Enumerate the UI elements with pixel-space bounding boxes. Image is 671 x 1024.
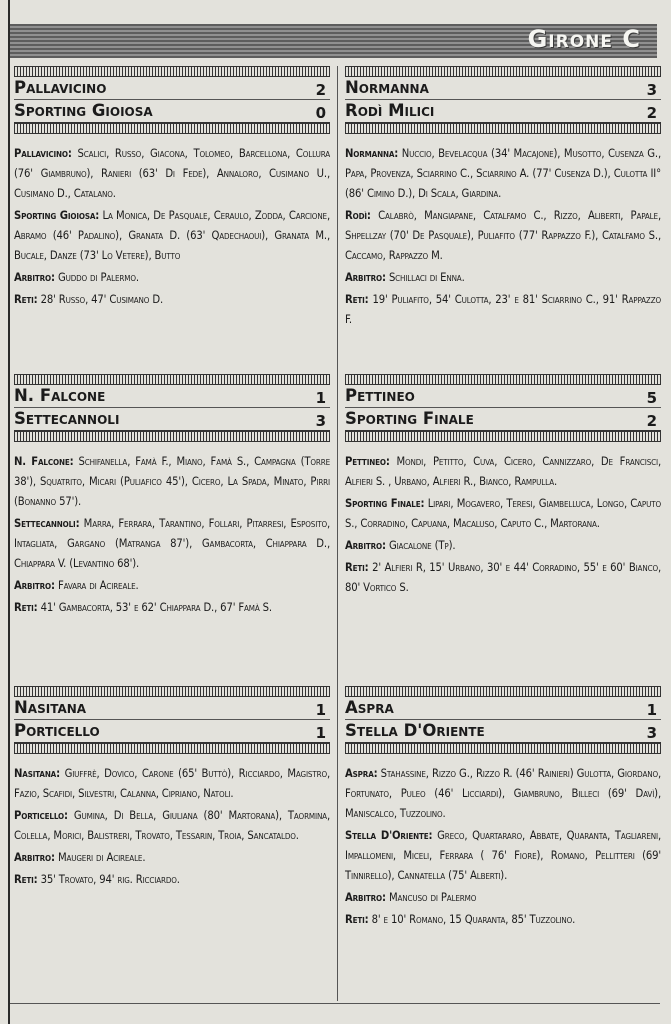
hatch-divider bbox=[345, 686, 661, 697]
goals-text: 19' Puliafito, 54' Culotta, 23' e 81' Sciarrino C., 91' Rappazzo F. bbox=[345, 293, 662, 326]
home-team-score: 1 bbox=[646, 701, 657, 719]
away-lineup bbox=[14, 806, 330, 846]
match-report bbox=[14, 686, 330, 892]
away-team-score: 3 bbox=[315, 412, 326, 430]
referee-label: Arbitro: bbox=[345, 891, 386, 904]
goals-text: 35' Trovato, 94' rig. Ricciardo. bbox=[40, 873, 180, 886]
away-lineup-text: Gumina, Di Bella, Giuliana (80' Martorana), Taormina, Colella, Morici, Balistreri, Trovato, Tessarin, Troia, Sancataldo. bbox=[14, 809, 331, 842]
away-lineup-label: Porticello: bbox=[14, 809, 68, 822]
away-team-score: 3 bbox=[646, 724, 657, 742]
match-details bbox=[14, 452, 330, 618]
goals-line bbox=[14, 598, 330, 618]
goals-label: Reti: bbox=[345, 913, 369, 926]
goals-label: Reti: bbox=[14, 293, 38, 306]
away-lineup-text: Greco, Quartararo, Abbate, Quaranta, Tagliareni, Impallomeni, Miceli, Ferrara ( 76' Fiore), Romano, Pellitteri (69' Tinnirello), Cannatella (75' Alberti). bbox=[345, 829, 662, 882]
home-lineup-text: Scalici, Russo, Giacona, Tolomeo, Barcellona, Collura (76' Giambruno), Ranieri (63' Di Fede), Annaloro, Cusimano U., Cusimano D., Catalano. bbox=[14, 147, 331, 200]
match-report bbox=[14, 374, 330, 620]
hatch-divider bbox=[14, 66, 330, 77]
goals-label: Reti: bbox=[345, 293, 369, 306]
away-team-score: 2 bbox=[646, 104, 657, 122]
match-details bbox=[14, 144, 330, 310]
away-team-name: Settecannoli bbox=[14, 409, 120, 428]
home-team-name: Pettineo bbox=[345, 386, 415, 405]
away-team-row bbox=[14, 408, 330, 431]
referee-text: Mancuso di Palermo bbox=[388, 891, 477, 904]
section-header-bar bbox=[10, 24, 657, 58]
away-team-row bbox=[14, 720, 330, 743]
goals-line bbox=[345, 558, 661, 598]
match-details bbox=[345, 452, 661, 598]
goals-line bbox=[345, 910, 661, 930]
away-lineup bbox=[345, 206, 661, 266]
hatch-divider bbox=[345, 374, 661, 385]
home-team-row bbox=[14, 385, 330, 408]
away-lineup bbox=[14, 514, 330, 574]
goals-line bbox=[14, 870, 330, 890]
home-lineup bbox=[345, 764, 661, 824]
away-team-name: Rodì Milici bbox=[345, 101, 435, 120]
referee-line bbox=[345, 268, 661, 288]
home-lineup-label: Pettineo: bbox=[345, 455, 390, 468]
away-team-row bbox=[345, 100, 661, 123]
match-details bbox=[345, 764, 661, 930]
home-lineup-text: Nuccio, Bevelacqua (34' Macajone), Musotto, Cusenza G., Papa, Provenza, Sciarrino C., Sciarrino A. (77' Cusenza D.), Culotta II° (86' Cimino D.), Di Scala, Giardina. bbox=[345, 147, 662, 200]
goals-label: Reti: bbox=[14, 873, 38, 886]
away-lineup-label: Sporting Finale: bbox=[345, 497, 425, 510]
away-team-row bbox=[345, 408, 661, 431]
home-lineup bbox=[345, 452, 661, 492]
referee-label: Arbitro: bbox=[14, 271, 55, 284]
hatch-divider bbox=[14, 743, 330, 754]
referee-label: Arbitro: bbox=[14, 579, 55, 592]
away-lineup-text: Calabrò, Mangiapane, Catalfamo C., Rizzo, Aliberti, Papale, Shpellzay (70' De Pasquale), Puliafito (77' Rappazzo F.), Catalfamo S., Caccamo, Rappazzo M. bbox=[345, 209, 661, 262]
home-team-name: N. Falcone bbox=[14, 386, 106, 405]
home-team-row bbox=[14, 77, 330, 100]
away-team-score: 2 bbox=[646, 412, 657, 430]
column-divider bbox=[337, 66, 338, 1001]
referee-line bbox=[14, 848, 330, 868]
home-team-score: 5 bbox=[646, 389, 657, 407]
referee-line bbox=[345, 888, 661, 908]
goals-line bbox=[345, 290, 661, 330]
match-report bbox=[345, 686, 661, 932]
hatch-divider bbox=[14, 374, 330, 385]
home-lineup bbox=[14, 144, 330, 204]
home-team-row bbox=[345, 385, 661, 408]
referee-line bbox=[14, 576, 330, 596]
home-lineup-label: N. Falcone: bbox=[14, 455, 74, 468]
hatch-divider bbox=[14, 686, 330, 697]
goals-line bbox=[14, 290, 330, 310]
match-report bbox=[345, 374, 661, 600]
home-lineup-label: Nasitana: bbox=[14, 767, 60, 780]
home-lineup-label: Aspra: bbox=[345, 767, 378, 780]
left-margin-rule bbox=[8, 0, 10, 1024]
goals-text: 8' e 10' Romano, 15 Quaranta, 85' Tuzzolino. bbox=[371, 913, 576, 926]
hatch-divider bbox=[345, 743, 661, 754]
away-team-name: Porticello bbox=[14, 721, 100, 740]
match-report bbox=[14, 66, 330, 312]
away-team-score: 0 bbox=[315, 104, 326, 122]
match-report bbox=[345, 66, 661, 332]
home-team-score: 2 bbox=[315, 81, 326, 99]
away-team-score: 1 bbox=[315, 724, 326, 742]
away-lineup-label: Stella D'Oriente: bbox=[345, 829, 433, 842]
goals-label: Reti: bbox=[345, 561, 369, 574]
goals-text: 2' Alfieri R, 15' Urbano, 30' e 44' Corradino, 55' e 60' Bianco, 80' Vortico S. bbox=[345, 561, 662, 594]
home-lineup-text: Mondi, Petitto, Cuva, Cicero, Cannizzaro, De Francisci, Alfieri S. , Urbano, Alfieri R., Bianco, Rampulla. bbox=[345, 455, 662, 488]
home-team-name: Nasitana bbox=[14, 698, 87, 717]
hatch-divider bbox=[345, 431, 661, 442]
referee-line bbox=[14, 268, 330, 288]
home-team-score: 3 bbox=[646, 81, 657, 99]
away-lineup-text: La Monica, De Pasquale, Ceraulo, Zodda, Carcione, Abramo (46' Padalino), Granata D. (63' Qadechaoui), Granata M., Bucale, Danze (73' Lo Vetere), Butto bbox=[14, 209, 331, 262]
away-team-name: Stella D'Oriente bbox=[345, 721, 485, 740]
home-team-score: 1 bbox=[315, 389, 326, 407]
match-details bbox=[14, 764, 330, 890]
goals-text: 41' Gambacorta, 53' e 62' Chiappara D., 67' Famà S. bbox=[40, 601, 272, 614]
home-team-score: 1 bbox=[315, 701, 326, 719]
home-lineup bbox=[14, 764, 330, 804]
away-team-row bbox=[345, 720, 661, 743]
section-title: Girone C bbox=[527, 25, 641, 53]
away-lineup-label: Sporting Gioiosa: bbox=[14, 209, 100, 222]
home-team-row bbox=[345, 697, 661, 720]
home-team-name: Pallavicino bbox=[14, 78, 107, 97]
home-lineup-text: Giuffrè, Dovico, Carone (65' Buttò), Ricciardo, Magistro, Fazio, Scafidi, Silvestri, Calanna, Cipriano, Natoli. bbox=[14, 767, 330, 800]
hatch-divider bbox=[345, 66, 661, 77]
hatch-divider bbox=[14, 123, 330, 134]
away-lineup bbox=[14, 206, 330, 266]
home-lineup bbox=[14, 452, 330, 512]
referee-label: Arbitro: bbox=[345, 271, 386, 284]
away-lineup bbox=[345, 494, 661, 534]
referee-label: Arbitro: bbox=[14, 851, 55, 864]
referee-text: Giacalone (Tp). bbox=[388, 539, 456, 552]
referee-text: Favara di Acireale. bbox=[57, 579, 139, 592]
hatch-divider bbox=[345, 123, 661, 134]
home-team-row bbox=[345, 77, 661, 100]
hatch-divider bbox=[14, 431, 330, 442]
away-team-name: Sporting Finale bbox=[345, 409, 474, 428]
referee-text: Maugeri di Acireale. bbox=[57, 851, 146, 864]
away-team-name: Sporting Gioiosa bbox=[14, 101, 153, 120]
match-details bbox=[345, 144, 661, 330]
referee-text: Guddo di Palermo. bbox=[57, 271, 139, 284]
away-team-row bbox=[14, 100, 330, 123]
referee-text: Schillaci di Enna. bbox=[388, 271, 465, 284]
home-lineup-label: Pallavicino: bbox=[14, 147, 72, 160]
away-lineup bbox=[345, 826, 661, 886]
bottom-rule bbox=[10, 1003, 660, 1004]
referee-label: Arbitro: bbox=[345, 539, 386, 552]
away-lineup-label: Rodì: bbox=[345, 209, 371, 222]
home-lineup bbox=[345, 144, 661, 204]
away-lineup-text: Marra, Ferrara, Tarantino, Follari, Pitarresi, Esposito, Intagliata, Gargano (Matranga 87'), Gambacorta, Chiappara D., Chiappara V. (Levantino 68'). bbox=[14, 517, 331, 570]
home-lineup-text: Schifanella, Famà F., Miano, Famà S., Campagna (Torre 38'), Squatrito, Micari (Puliafico 45'), Cicero, La Spada, Minato, Pirri (Bonanno 57'). bbox=[14, 455, 331, 508]
home-lineup-label: Normanna: bbox=[345, 147, 399, 160]
home-team-name: Normanna bbox=[345, 78, 429, 97]
home-lineup-text: Stahassine, Rizzo G., Rizzo R. (46' Rainieri) Gulotta, Giordano, Fortunato, Puleo (46' Licciardi), Giambruno, Billeci (69' Davì), Maniscalco, Tuzzolino. bbox=[345, 767, 662, 820]
goals-label: Reti: bbox=[14, 601, 38, 614]
goals-text: 28' Russo, 47' Cusimano D. bbox=[40, 293, 163, 306]
home-team-row bbox=[14, 697, 330, 720]
home-team-name: Aspra bbox=[345, 698, 394, 717]
away-lineup-text: Lipari, Mogavero, Teresi, Giambelluca, Longo, Caputo S., Corradino, Capuana, Macaluso, Caputo C., Martorana. bbox=[345, 497, 662, 530]
referee-line bbox=[345, 536, 661, 556]
away-lineup-label: Settecannoli: bbox=[14, 517, 80, 530]
